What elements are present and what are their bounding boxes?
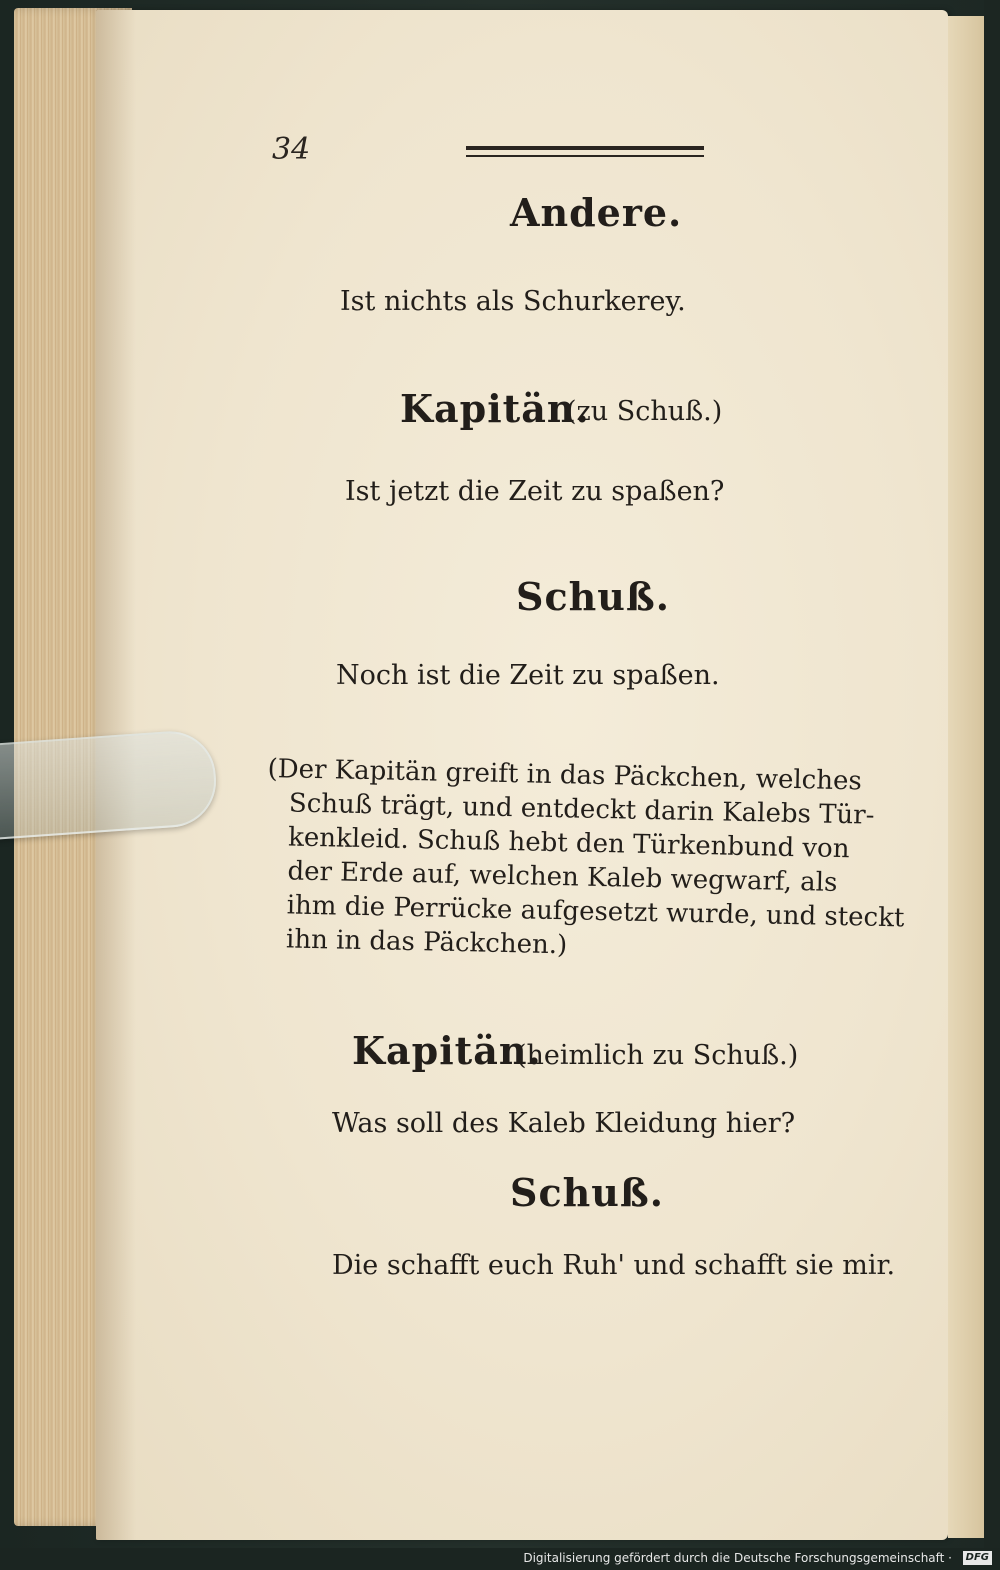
- dialogue-line: Was soll des Kaleb Kleidung hier?: [332, 1108, 796, 1139]
- page-number: 34: [272, 132, 311, 167]
- background-edge: [984, 0, 1000, 1570]
- facing-page-edge: [948, 16, 984, 1538]
- speaker-direction: (zu Schuß.): [566, 396, 723, 427]
- dialogue-line: Noch ist die Zeit zu spaßen.: [336, 660, 720, 691]
- stage-direction-line: ihn in das Päckchen.): [285, 924, 568, 961]
- speaker-direction: (heimlich zu Schuß.): [516, 1040, 799, 1071]
- stage-direction-line: (Der Kapitän greift in das Päckchen, welches: [267, 753, 863, 797]
- speaker-name: Schuß.: [510, 1170, 664, 1215]
- header-rule-thin: [466, 155, 704, 157]
- dfg-logo-icon: DFG: [963, 1551, 992, 1565]
- speaker-name: Schuß.: [516, 574, 670, 619]
- speaker-name: Andere.: [510, 190, 683, 235]
- footer-credit: Digitalisierung gefördert durch die Deutsche Forschungsgemeinschaft ·: [523, 1551, 952, 1565]
- header-rule: [466, 146, 704, 150]
- stage-direction-line: ihm die Perrücke aufgesetzt wurde, und steckt: [286, 890, 905, 934]
- speaker-name: Kapitän.: [352, 1028, 542, 1073]
- stage-direction-line: kenkleid. Schuß hebt den Türkenbund von: [287, 822, 850, 865]
- stage-direction: [264, 752, 905, 969]
- stage-direction-line: der Erde auf, welchen Kaleb wegwarf, als: [287, 856, 838, 898]
- dialogue-line: Ist nichts als Schurkerey.: [340, 286, 686, 317]
- speaker-name: Kapitän.: [400, 386, 590, 431]
- dialogue-line: Die schafft euch Ruh' und schafft sie mir.: [332, 1250, 896, 1281]
- stage-direction-line: Schuß trägt, und entdeckt darin Kalebs Tür-: [288, 788, 875, 831]
- transparent-clip: [0, 728, 219, 840]
- dialogue-line: Ist jetzt die Zeit zu spaßen?: [345, 476, 725, 507]
